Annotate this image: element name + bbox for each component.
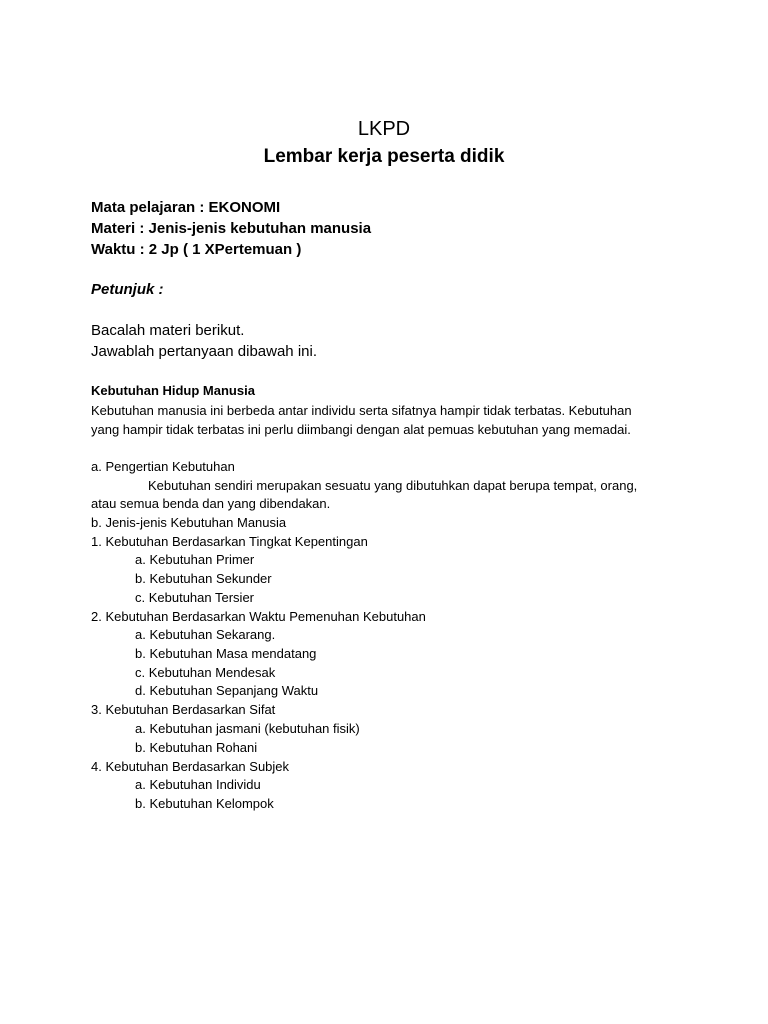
document-title: LKPD <box>357 118 411 140</box>
list-item: c. Kebutuhan Mendesak <box>135 665 276 680</box>
list-item: a. Kebutuhan Sekarang. <box>135 627 276 642</box>
document-subtitle: Lembar kerja peserta didik <box>263 146 505 167</box>
instruction-answer: Jawablah pertanyaan dibawah ini. <box>91 343 317 360</box>
instructions-heading: Petunjuk : <box>91 281 164 298</box>
time-line: Waktu : 2 Jp ( 1 XPertemuan ) <box>91 241 302 258</box>
list-item: b. Kebutuhan Kelompok <box>135 796 274 811</box>
definition-heading: a. Pengertian Kebutuhan <box>91 459 235 474</box>
subject-line: Mata pelajaran : EKONOMI <box>91 199 281 216</box>
definition-text-line-1: Kebutuhan sendiri merupakan sesuatu yang dibutuhkan dapat berupa tempat, orang, <box>148 478 638 493</box>
definition-text-line-2: atau semua benda dan yang dibendakan. <box>91 496 331 511</box>
list-item: d. Kebutuhan Sepanjang Waktu <box>135 683 319 698</box>
types-heading: b. Jenis-jenis Kebutuhan Manusia <box>91 515 287 530</box>
list-item: b. Kebutuhan Masa mendatang <box>135 646 317 661</box>
list-item: c. Kebutuhan Tersier <box>135 590 254 605</box>
group-heading: 4. Kebutuhan Berdasarkan Subjek <box>91 759 290 774</box>
group-heading: 2. Kebutuhan Berdasarkan Waktu Pemenuhan Kebutuhan <box>91 609 426 624</box>
list-item: a. Kebutuhan jasmani (kebutuhan fisik) <box>135 721 360 736</box>
list-item: b. Kebutuhan Rohani <box>135 740 258 755</box>
list-item: b. Kebutuhan Sekunder <box>135 571 272 586</box>
group-heading: 1. Kebutuhan Berdasarkan Tingkat Kepentingan <box>91 534 368 549</box>
group-heading: 3. Kebutuhan Berdasarkan Sifat <box>91 702 276 717</box>
list-item: a. Kebutuhan Primer <box>135 552 255 567</box>
section-heading: Kebutuhan Hidup Manusia <box>91 383 255 398</box>
section-intro-line-1: Kebutuhan manusia ini berbeda antar individu serta sifatnya hampir tidak terbatas. Kebutuhan <box>91 403 632 418</box>
section-intro-line-2: yang hampir tidak terbatas ini perlu diimbangi dengan alat pemuas kebutuhan yang memadai. <box>91 422 631 437</box>
material-line: Materi : Jenis-jenis kebutuhan manusia <box>91 220 372 237</box>
instruction-read: Bacalah materi berikut. <box>91 322 245 339</box>
list-item: a. Kebutuhan Individu <box>135 777 261 792</box>
